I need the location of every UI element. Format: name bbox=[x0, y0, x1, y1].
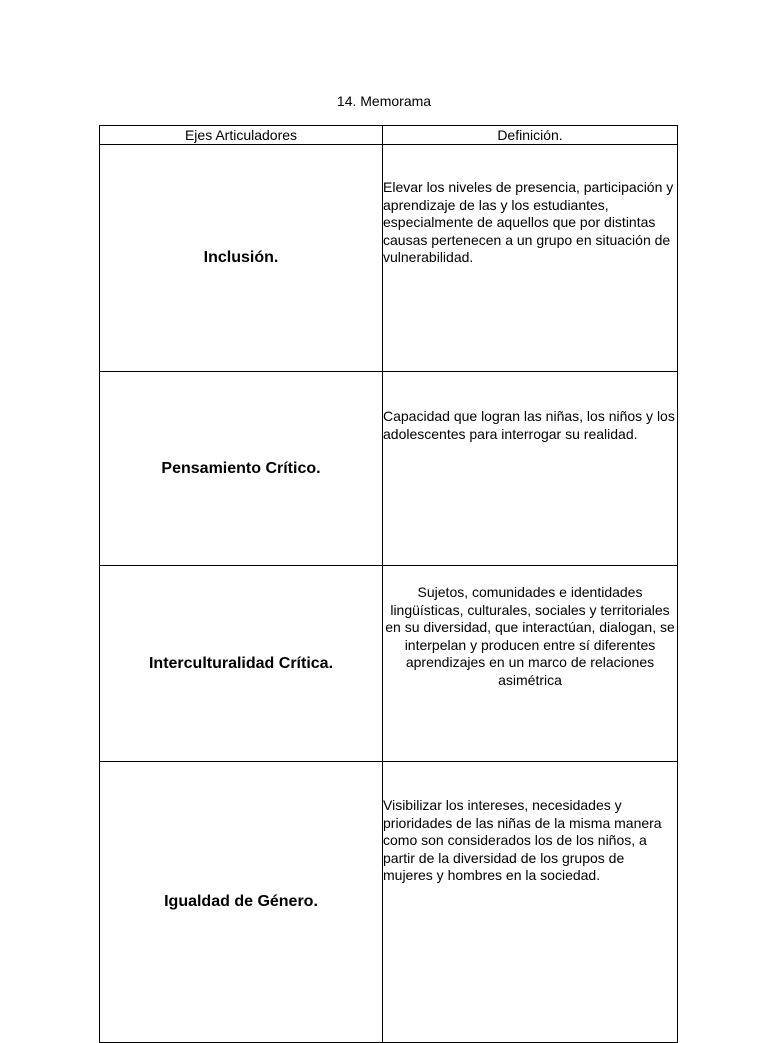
definition-text: Visibilizar los intereses, necesidades y prioridades de las niñas de la misma manera como son considerados los de los niños, a partir de la diversidad de los grupos de mujeres y hombres en la sociedad. bbox=[383, 797, 662, 883]
term-cell: Pensamiento Crítico. bbox=[100, 372, 383, 566]
term-cell: Interculturalidad Crítica. bbox=[100, 566, 383, 762]
definition-cell bbox=[383, 372, 678, 566]
definition-cell bbox=[383, 145, 678, 372]
table-row bbox=[100, 372, 678, 566]
definition-cell bbox=[383, 762, 678, 1043]
memorama-table bbox=[99, 125, 678, 1043]
document-title: 14. Memorama bbox=[336, 93, 432, 109]
table-row bbox=[100, 566, 678, 762]
header-ejes-articuladores: Ejes Articuladores bbox=[100, 126, 383, 145]
definition-text: Capacidad que logran las niñas, los niños y los adolescentes para interrogar su realidad. bbox=[383, 408, 675, 442]
definition-cell bbox=[383, 566, 678, 762]
term-cell: Inclusión. bbox=[100, 145, 383, 372]
term-cell: Igualdad de Género. bbox=[100, 762, 383, 1043]
table-header-row bbox=[100, 126, 678, 145]
definition-text: Sujetos, comunidades e identidades lingüísticas, culturales, sociales y territoriales en su diversidad, que interactúan, dialogan, se interpelan y producen entre sí diferentes aprendizajes en un marco de relaciones asimétrica bbox=[385, 584, 675, 688]
definition-text: Elevar los niveles de presencia, participación y aprendizaje de las y los estudiantes, especialmente de aquellos que por distintas causas pertenecen a un grupo en situación de vulnerabilidad. bbox=[383, 179, 674, 265]
table-row bbox=[100, 762, 678, 1043]
header-definicion: Definición. bbox=[383, 126, 678, 145]
table-row bbox=[100, 145, 678, 372]
